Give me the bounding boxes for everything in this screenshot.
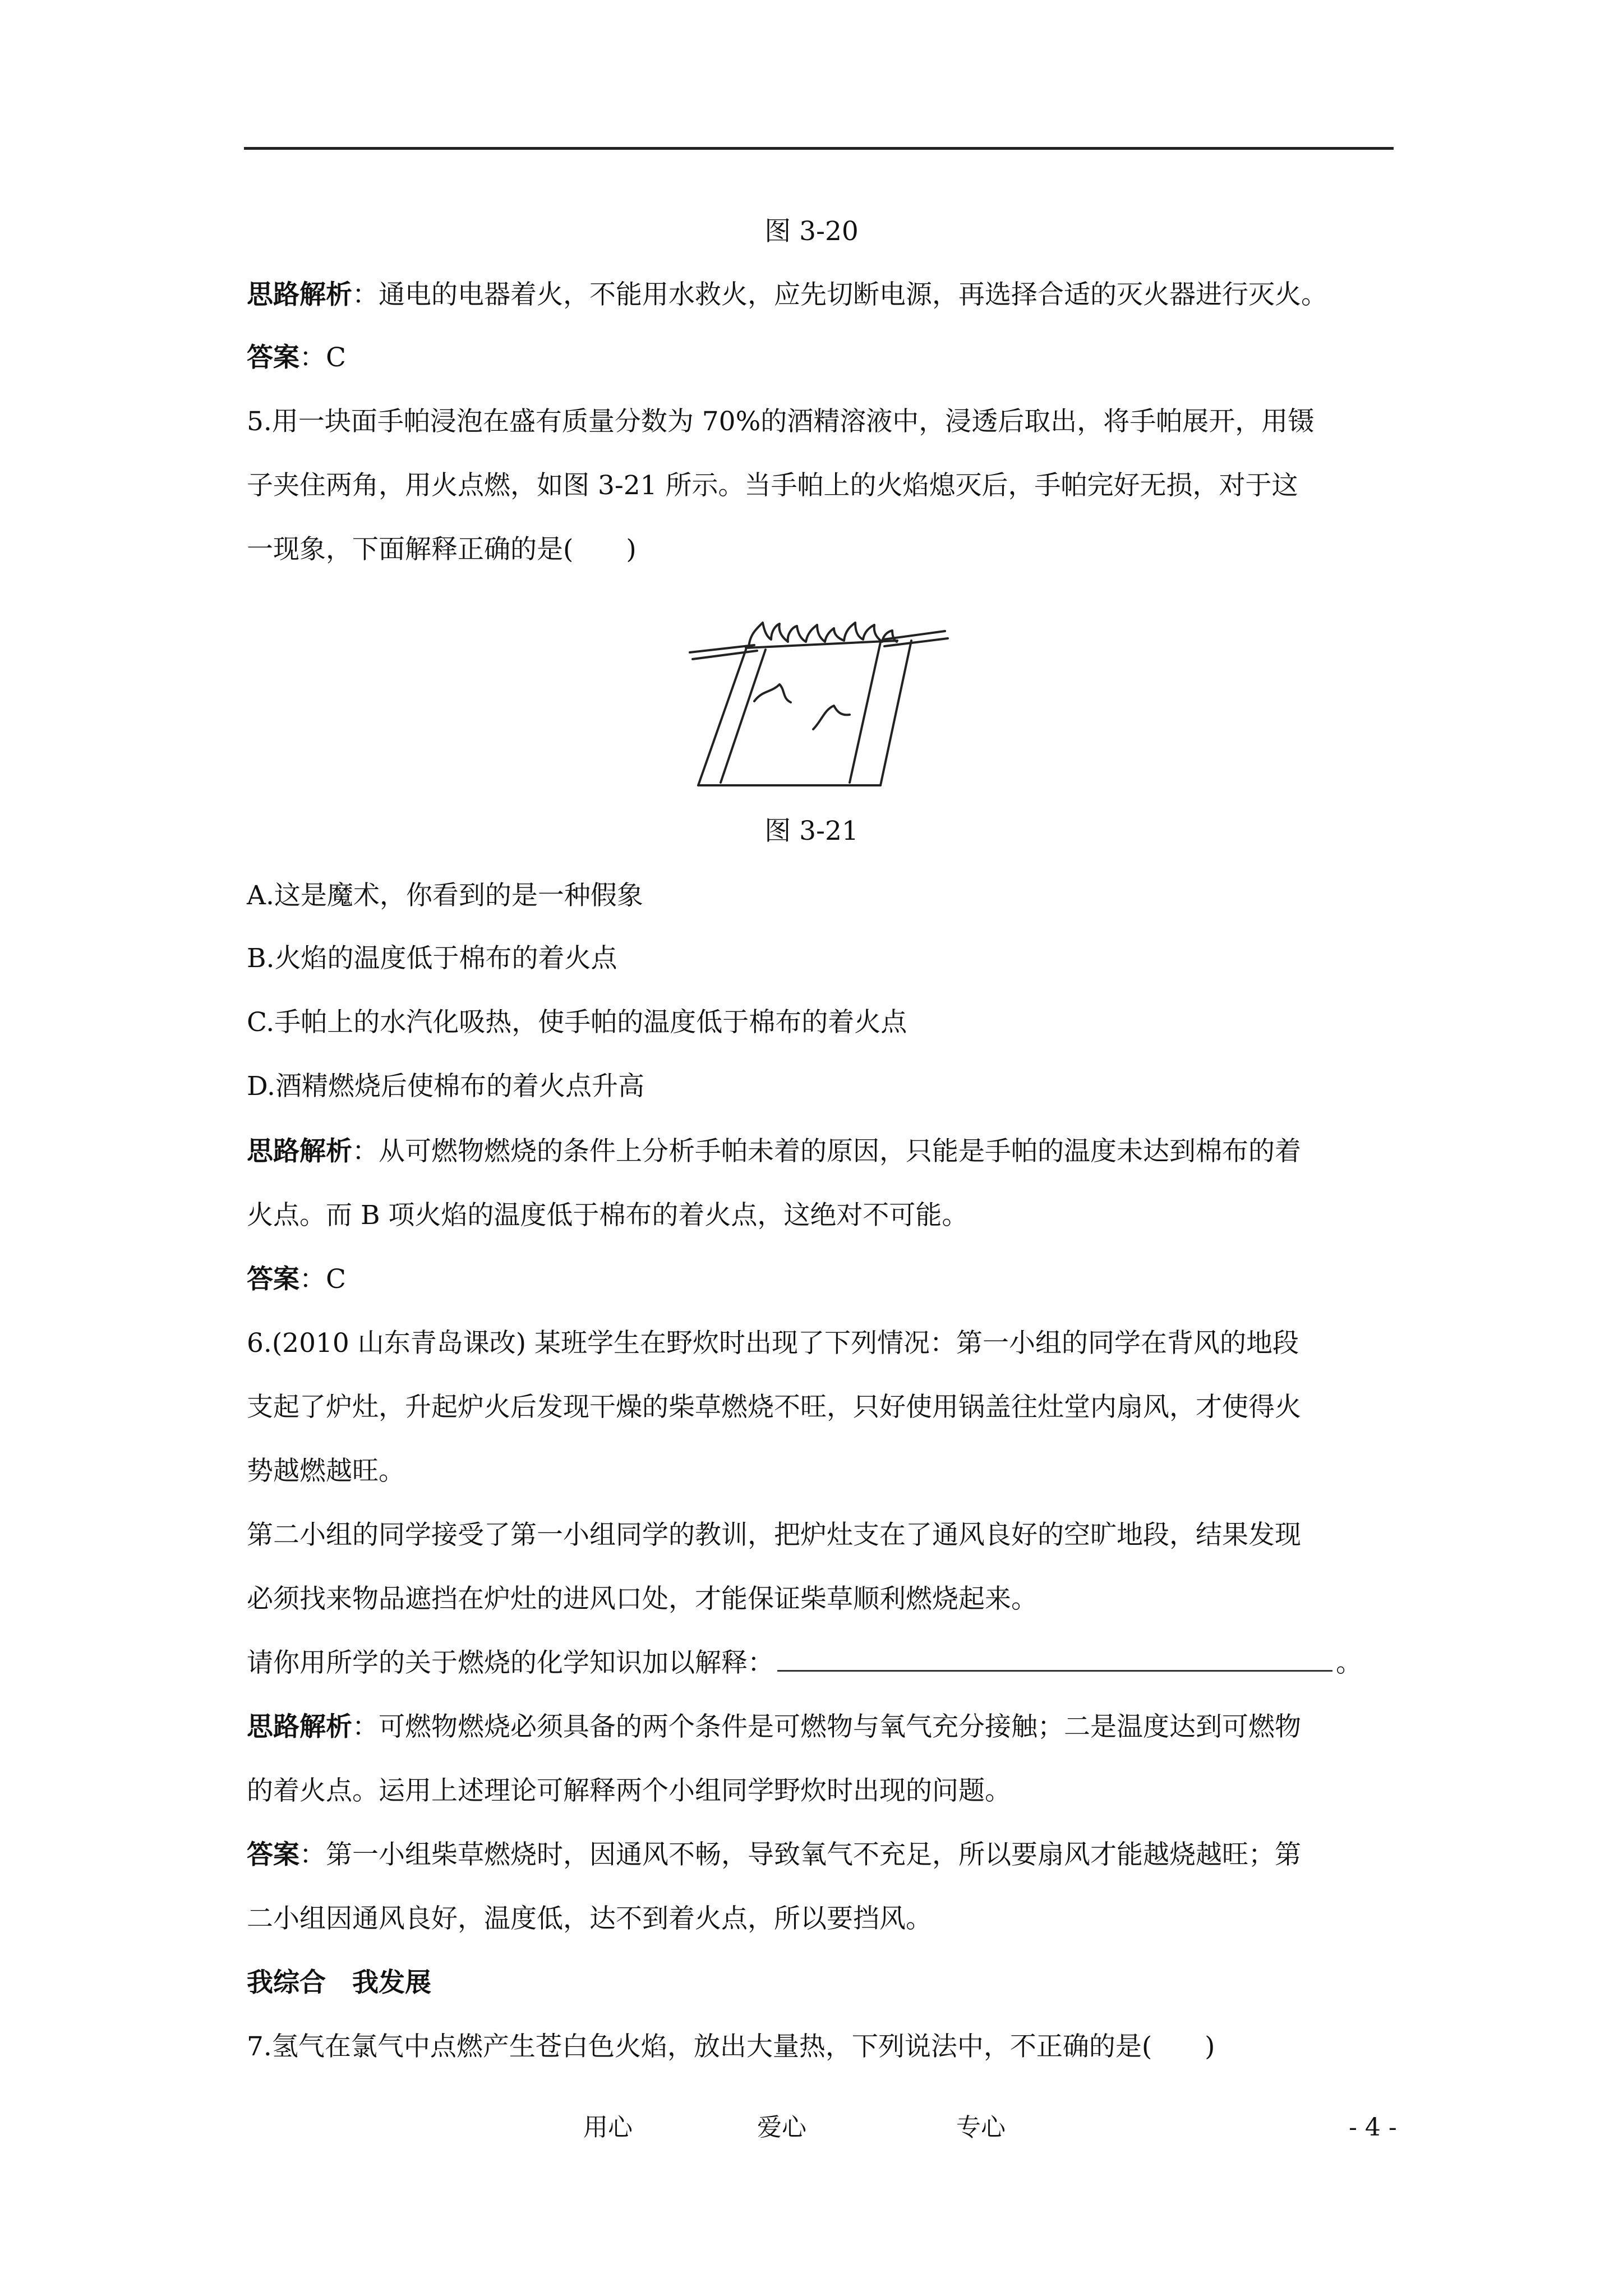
page-number: - 4 - [1349, 2113, 1397, 2142]
prompt-text: 请你用所学的关于燃烧的化学知识加以解释： [247, 1648, 774, 1678]
answer-blank[interactable] [777, 1648, 1332, 1672]
analysis-text: ：从可燃物燃烧的条件上分析手帕未着的原因，只能是手帕的温度未达到棉布的着 [352, 1136, 1301, 1167]
q4-answer [247, 341, 346, 375]
q6-stem-line-4: 第二小组的同学接受了第一小组同学的教训，把炉灶支在了通风良好的空旷地段，结果发现 [247, 1520, 1301, 1550]
q5-answer [247, 1263, 346, 1296]
analysis-label: 思路解析 [247, 1136, 352, 1167]
figure-3-20-caption: 图 3-20 [764, 216, 859, 247]
answer-text: ：C [299, 1264, 346, 1295]
section-title: 我综合 我发展 [247, 1967, 431, 1998]
q6-stem-line-2: 支起了炉灶，升起炉火后发现干燥的柴草燃烧不旺，只好使用锅盖往灶堂内扇风，才使得火 [247, 1392, 1301, 1423]
handkerchief-figure [687, 606, 951, 797]
header-rule [244, 147, 1394, 150]
q6-stem-line-3: 势越燃越旺。 [247, 1456, 405, 1487]
analysis-text: ：通电的电器着火，不能用水救火，应先切断电源，再选择合适的灭火器进行灭火。 [352, 279, 1327, 310]
q5-stem-line-2: 子夹住两角，用火点燃，如图 3-21 所示。当手帕上的火焰熄灭后，手帕完好无损，对于这 [247, 470, 1298, 501]
q5-analysis-line-1 [247, 1135, 1301, 1168]
figure-3-21-caption: 图 3-21 [764, 816, 859, 846]
q7-stem: 7.氢气在氯气中点燃产生苍白色火焰，放出大量热，下列说法中，不正确的是( ) [247, 2031, 1215, 2062]
q6-stem-line-1: 6.(2010 山东青岛课改) 某班学生在野炊时出现了下列情况：第一小组的同学在背风的地段 [247, 1328, 1299, 1359]
q6-analysis-line-1 [247, 1710, 1301, 1744]
q4-analysis [247, 278, 1327, 312]
answer-label: 答案 [247, 342, 299, 373]
q5-stem-line-1: 5.用一块面手帕浸泡在盛有质量分数为 70%的酒精溶液中，浸透后取出，将手帕展开，用镊 [247, 406, 1315, 437]
q5-stem-line-3: 一现象，下面解释正确的是( ) [247, 534, 637, 565]
q6-prompt [247, 1646, 1362, 1680]
analysis-label: 思路解析 [247, 279, 352, 310]
answer-label: 答案 [247, 1264, 299, 1295]
footer-item-3: 专心 [956, 2113, 1006, 2142]
q5-option-c: C.手帕上的水汽化吸热，使手帕的温度低于棉布的着火点 [247, 1007, 907, 1038]
answer-text: ：C [299, 342, 346, 373]
q5-option-a: A.这是魔术，你看到的是一种假象 [247, 880, 643, 911]
footer-item-1: 用心 [583, 2113, 633, 2142]
analysis-text: ：可燃物燃烧必须具备的两个条件是可燃物与氧气充分接触；二是温度达到可燃物 [352, 1711, 1301, 1742]
prompt-end: 。 [1336, 1648, 1362, 1678]
answer-label: 答案 [247, 1839, 299, 1870]
q5-analysis-line-2: 火点。而 B 项火焰的温度低于棉布的着火点，这绝对不可能。 [247, 1200, 969, 1231]
q6-stem-line-5: 必须找来物品遮挡在炉灶的进风口处，才能保证柴草顺利燃烧起来。 [247, 1584, 1038, 1614]
footer-item-2: 爱心 [757, 2113, 806, 2142]
q6-answer-line-1 [247, 1838, 1301, 1872]
q5-option-b: B.火焰的温度低于棉布的着火点 [247, 943, 617, 974]
analysis-label: 思路解析 [247, 1711, 352, 1742]
q5-option-d: D.酒精燃烧后使棉布的着火点升高 [247, 1071, 644, 1102]
answer-text: ：第一小组柴草燃烧时，因通风不畅，导致氧气不充足，所以要扇风才能越烧越旺；第 [299, 1839, 1301, 1870]
q6-answer-line-2: 二小组因通风良好，温度低，达不到着火点，所以要挡风。 [247, 1903, 932, 1934]
q6-analysis-line-2: 的着火点。运用上述理论可解释两个小组同学野炊时出现的问题。 [247, 1775, 1011, 1806]
